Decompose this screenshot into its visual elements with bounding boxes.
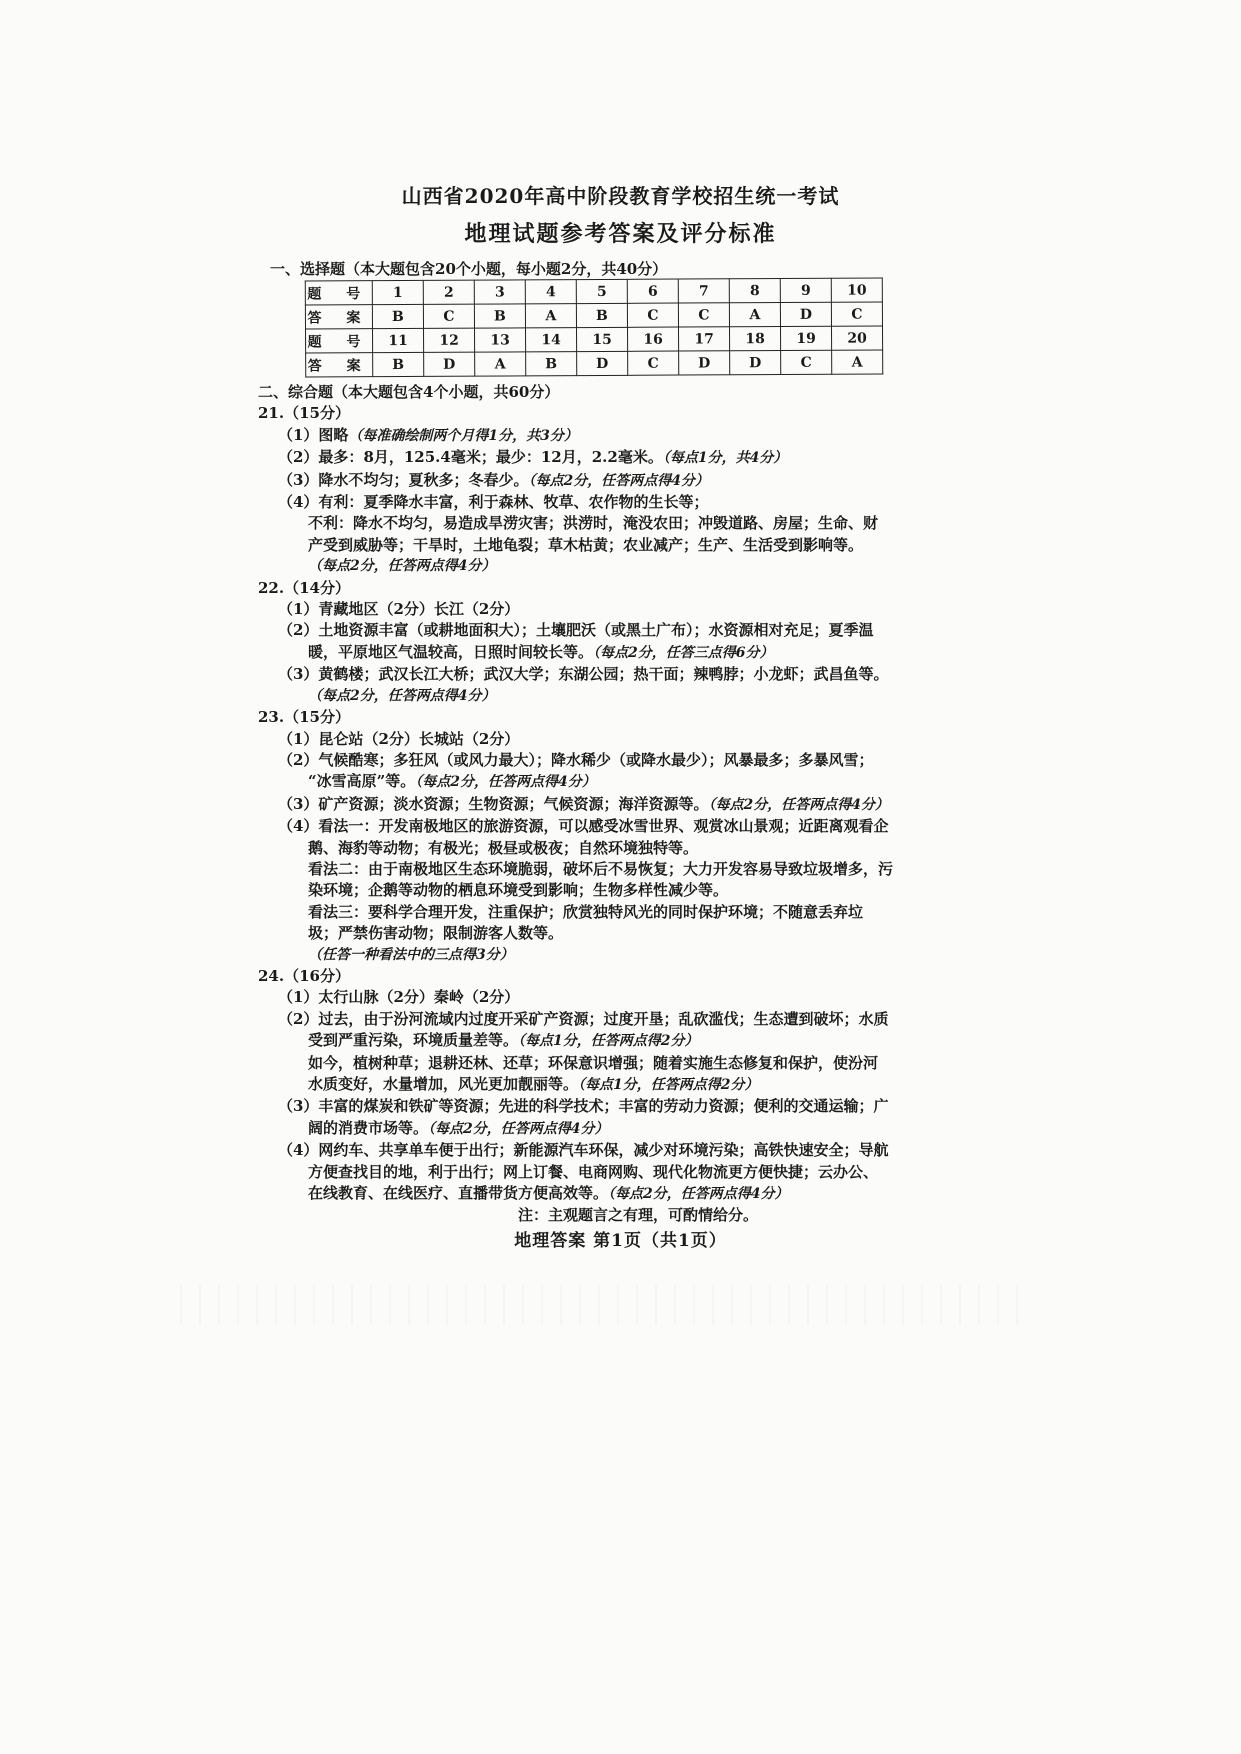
q23-line: 染环境；企鹅等动物的栖息环境受到影响；生物多样性减少等。 — [308, 881, 729, 900]
q23-line: （1）昆仑站（2分）长城站（2分） — [278, 729, 520, 748]
answer-cell: D — [780, 302, 831, 326]
q23-line: （4）看法一：开发南极地区的旅游资源，可以感受冰雪世界、观赏冰山景观；近距离观看企 — [278, 817, 889, 836]
q23-line: 看法三：要科学合理开发，注重保护；欣赏独特风光的同时保护环境；不随意丢弃垃 — [308, 902, 864, 921]
answer-cell: 20 — [831, 326, 882, 350]
scoring-note: （每点1分，共4分） — [662, 450, 788, 467]
exam-title: 山西省2020年高中阶段教育学校招生统一考试 — [401, 184, 840, 208]
answer-cell: C — [628, 351, 679, 375]
answer-cell: 6 — [627, 279, 678, 303]
answer-cell: 16 — [627, 327, 678, 351]
q22-line — [258, 642, 1018, 664]
scoring-note: （每点2分，任答两点得4分） — [428, 1120, 609, 1137]
row-label: 题 号 — [306, 329, 373, 353]
answer-cell: 17 — [678, 327, 729, 351]
answer-cell: C — [678, 303, 729, 327]
q24-line: （3）丰富的煤炭和铁矿等资源；先进的科学技术；丰富的劳动力资源；便利的交通运输；广 — [278, 1097, 889, 1116]
answer-cell: 3 — [474, 280, 525, 304]
end-note: 注：主观题言之有理，可酌情给分。 — [517, 1206, 758, 1225]
answer-table-row — [306, 350, 883, 377]
q24-text: 水质变好，水量增加，风光更加靓丽等。 — [308, 1075, 579, 1093]
answer-cell: 14 — [526, 328, 577, 352]
answer-table-row — [305, 302, 882, 329]
answer-cell: B — [526, 352, 577, 376]
q24-line — [258, 1074, 1018, 1096]
answer-cell: D — [577, 351, 628, 375]
answer-cell: B — [474, 304, 525, 328]
scoring-note: （任答一种看法中的三点得3分） — [308, 946, 514, 963]
scoring-note: （每点2分，任答两点得4分） — [708, 796, 889, 813]
scoring-note: （每点1分，任答两点得2分） — [518, 1033, 699, 1050]
q24-line — [258, 1118, 1018, 1140]
q24-line: （2）过去，由于汾河流域内过度开采矿产资源；过度开垦；乱砍滥伐；生态遭到破坏；水质 — [278, 1009, 889, 1028]
answer-cell: 11 — [373, 328, 424, 352]
q24-line — [258, 1183, 1018, 1205]
q23-heading: 23.（15分） — [258, 708, 350, 727]
q23-text: （3）矿产资源；淡水资源；生物资源；气候资源；海洋资源等。 — [278, 794, 709, 813]
q21-text: （3）降水不均匀；夏秋多；冬春少。 — [278, 470, 529, 489]
answer-cell: 13 — [475, 328, 526, 352]
answer-cell: 4 — [525, 280, 576, 304]
answer-cell: A — [832, 350, 883, 374]
q21-text: （1）图略 — [278, 425, 349, 444]
answer-cell: 18 — [729, 327, 780, 351]
exam-subtitle: 地理试题参考答案及评分标准 — [464, 221, 777, 247]
q23-line: 鹅、海豹等动物；有极光；极昼或极夜；自然环境独特等。 — [308, 838, 699, 857]
q24-line: （1）太行山脉（2分）秦岭（2分） — [278, 988, 520, 1007]
answer-table-row — [306, 326, 883, 353]
scoring-note: （每点2分，任答两点得4分） — [415, 774, 596, 791]
q24-line: 方便查找目的地，利于出行；网上订餐、电商网购、现代化物流更方便快捷；云办公、 — [308, 1162, 879, 1181]
answer-body — [258, 382, 1018, 1227]
q24-heading: 24.（16分） — [258, 966, 350, 985]
q23-line: （2）气候酷寒；多狂风（或风力最大）；降水稀少（或降水最少）；风暴最多；多暴风雪； — [278, 750, 874, 769]
answer-cell: A — [475, 352, 526, 376]
q22-line: （1）青藏地区（2分）长江（2分） — [278, 600, 520, 619]
row-label: 答 案 — [305, 305, 372, 329]
answer-cell: B — [576, 303, 627, 327]
q21-line: 不利：降水不均匀，易造成旱涝灾害；洪涝时，淹没农田；冲毁道路、房屋；生命、财 — [308, 514, 879, 533]
scoring-note: （每点1分，任答两点得2分） — [578, 1077, 759, 1093]
q24-line — [258, 1030, 1018, 1052]
q21-line — [258, 425, 1018, 447]
q23-line: 圾；严禁伤害动物；限制游客人数等。 — [308, 924, 564, 943]
answer-table — [305, 277, 884, 377]
answer-cell: 9 — [780, 278, 831, 302]
q22-text: 暖，平原地区气温较高，日照时间较长等。 — [308, 642, 594, 661]
answer-cell: 8 — [729, 279, 780, 303]
q21-line — [258, 470, 1018, 492]
q22-line: （3）黄鹤楼；武汉长江大桥；武汉大学；东湖公园；热干面；辣鸭脖；小龙虾；武昌鱼等。 — [278, 665, 889, 684]
q23-text: “冰雪高原”等。 — [308, 772, 416, 791]
q23-line — [258, 771, 1018, 793]
scoring-note: （每准确绘制两个月得1分，共3分） — [348, 427, 578, 444]
answer-cell: 7 — [678, 279, 729, 303]
q21-line: （4）有利：夏季降水丰富，利于森林、牧草、农作物的生长等； — [278, 493, 709, 512]
answer-cell: C — [423, 304, 474, 328]
title-block — [0, 180, 1241, 248]
scoring-note: （每点2分，任答两点得4分） — [528, 472, 709, 489]
section-1-heading: 一、选择题（本大题包含20个小题，每小题2分，共40分） — [270, 260, 668, 278]
answer-cell: 19 — [780, 326, 831, 350]
scoring-note: （每点2分，任答两点得4分） — [608, 1186, 789, 1203]
answer-cell: D — [730, 351, 781, 375]
q24-line: 如今，植树种草；退耕还林、还草；环保意识增强；随着实施生态修复和保护，使汾河 — [308, 1053, 879, 1072]
section-2-heading: 二、综合题（本大题包含4个小题，共60分） — [258, 383, 560, 401]
scan-noise — [180, 1285, 1030, 1325]
answer-cell: C — [831, 302, 882, 326]
answer-cell: B — [373, 352, 424, 376]
q22-heading: 22.（14分） — [258, 578, 350, 597]
answer-cell: C — [627, 303, 678, 327]
answer-cell: B — [372, 304, 423, 328]
answer-cell: 1 — [372, 280, 423, 304]
q21-heading: 21.（15分） — [258, 404, 350, 423]
q24-text: 在线教育、在线医疗、直播带货方便高效等。 — [308, 1184, 609, 1203]
answer-cell: A — [729, 303, 780, 327]
q24-text: 阔的消费市场等。 — [308, 1118, 429, 1137]
q24-line: （4）网约车、共享单车便于出行；新能源汽车环保，减少对环境污染；高铁快速安全；导航 — [278, 1141, 889, 1160]
q21-line — [258, 447, 1018, 469]
row-label: 答 案 — [306, 353, 373, 377]
q21-text: （2）最多：8月，125.4毫米；最少：12月，2.2毫米。 — [278, 448, 663, 467]
q23-line — [258, 794, 1018, 816]
answer-cell: 12 — [424, 328, 475, 352]
answer-cell: C — [781, 350, 832, 374]
answer-cell: D — [424, 352, 475, 376]
answer-cell: 15 — [577, 327, 628, 351]
answer-cell: 5 — [576, 279, 627, 303]
page-footer: 地理答案 第1页（共1页） — [514, 1231, 727, 1251]
answer-cell: 2 — [423, 280, 474, 304]
answer-cell: D — [679, 351, 730, 375]
answer-table-row — [305, 278, 882, 305]
q23-line: 看法二：由于南极地区生态环境脆弱，破坏后不易恢复；大力开发容易导致垃圾增多，污 — [308, 859, 894, 878]
q22-line: （2）土地资源丰富（或耕地面积大）；土壤肥沃（或黑土广布）；水资源相对充足；夏季温 — [278, 621, 874, 640]
q24-text: 受到严重污染，环境质量差等。 — [308, 1031, 519, 1050]
q21-line: 产受到威胁等；干旱时，土地龟裂；草木枯黄；农业减产；生产、生活受到影响等。 — [308, 535, 864, 554]
row-label: 题 号 — [305, 281, 372, 305]
scoring-note: （每点2分，任答两点得4分） — [308, 558, 496, 575]
scoring-note: （每点2分，任答三点得6分） — [593, 644, 774, 661]
answer-cell: A — [525, 304, 576, 328]
answer-cell: 10 — [831, 278, 882, 302]
scoring-note: （每点2分，任答两点得4分） — [308, 687, 496, 704]
